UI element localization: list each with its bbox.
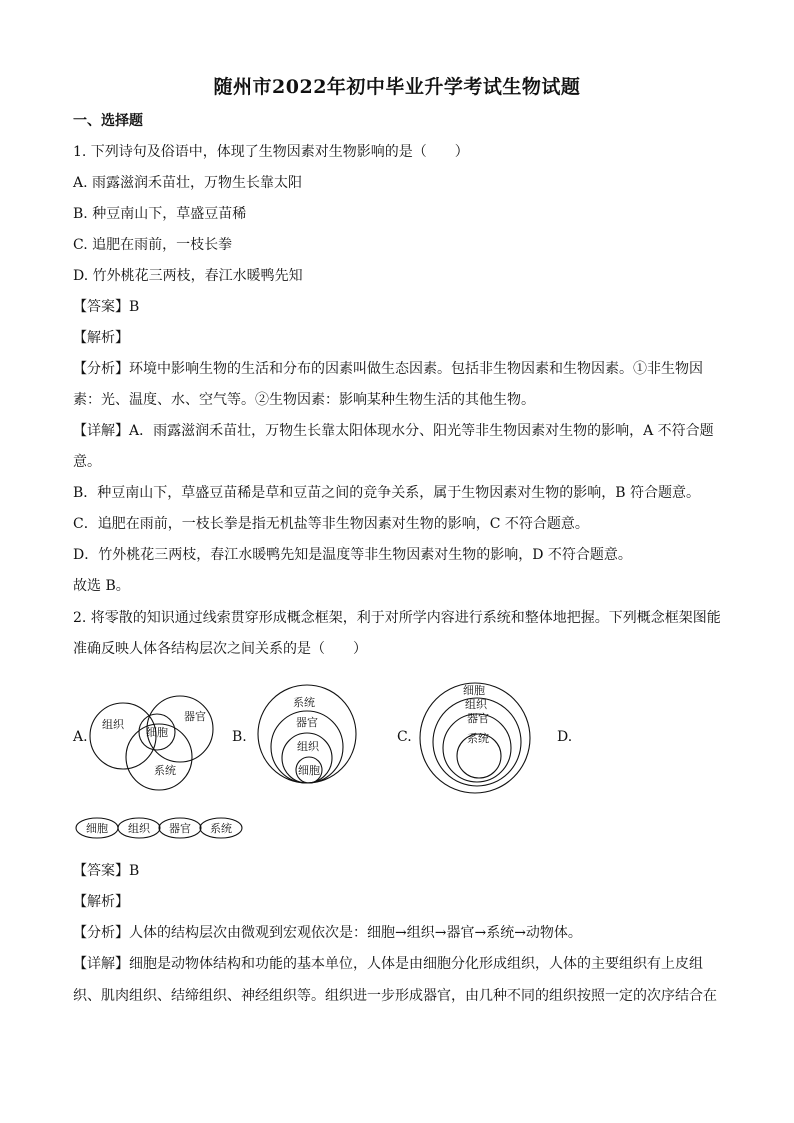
q1-option-d: D. 竹外桃花三两枝，春江水暖鸭先知 [73,268,303,284]
q2-detail-line1: 【详解】细胞是动物体结构和功能的基本单位，人体是由细胞分化形成组织，人体的主要组织有上皮组 [73,956,703,972]
q1-stem: 1. 下列诗句及俗语中，体现了生物因素对生物影响的是（ ） [73,144,469,160]
q2-option-b-label: B. [232,729,247,745]
q2-analysis: 【分析】人体的结构层次由微观到宏观依次是：细胞→组织→器官→系统→动物体。 [73,925,582,941]
q1-option-c: C. 追肥在雨前，一枝长拳 [73,237,233,253]
q1-detail-b: B．种豆南山下，草盛豆苗稀是草和豆苗之间的竞争关系，属于生物因素对生物的影响，B 符合题意。 [73,485,701,501]
row-cell-text: 细胞 [86,822,108,835]
q2-option-c-label: C. [397,729,412,745]
q1-detail-d: D．竹外桃花三两枝，春江水暖鸭先知是温度等非生物因素对生物的影响，D 不符合题意。 [73,547,632,563]
nest-b-cell-text: 细胞 [298,764,320,777]
venn-organ-text: 器官 [184,710,206,723]
q1-answer: 【答案】B [73,299,140,315]
q1-option-b: B. 种豆南山下，草盛豆苗稀 [73,206,247,222]
q2-answer: 【答案】B [73,863,140,879]
diagram-c [420,683,530,793]
q1-detail-line2: 意。 [73,454,101,470]
q1-jiexi: 【解析】 [73,330,129,346]
venn-system-text: 系统 [154,764,176,777]
q1-analysis-line2: 素：光、温度、水、空气等。②生物因素：影响某种生物生活的其他生物。 [73,392,535,408]
q2-option-a-label: A. [73,729,88,745]
q2-jiexi: 【解析】 [73,894,129,910]
nest-b-system-text: 系统 [293,696,315,709]
page-title: 随州市2022年初中毕业升学考试生物试题 [213,76,581,98]
q2-detail-line2: 织、肌肉组织、结缔组织、神经组织等。组织进一步形成器官，由几种不同的组织按照一定的次序结合在 [73,988,717,1004]
q1-detail-line1: 【详解】A．雨露滋润禾苗壮，万物生长靠太阳体现水分、阳光等非生物因素对生物的影响，A 不符合题 [73,423,714,439]
diagram-d [76,818,242,838]
diagram-a [90,696,213,790]
venn-cell-text: 细胞 [146,726,168,739]
q1-choose: 故选 B。 [73,578,130,594]
q2-stem-line1: 2. 将零散的知识通过线索贯穿形成概念框架，利于对所学内容进行系统和整体地把握。下列概念框架图能 [73,610,721,626]
row-tissue-text: 组织 [128,822,150,835]
q2-diagrams [0,670,794,850]
q1-analysis-line1: 【分析】环境中影响生物的生活和分布的因素叫做生态因素。包括非生物因素和生物因素。①非生物因 [73,361,703,377]
q1-detail-c: C．追肥在雨前，一枝长拳是指无机盐等非生物因素对生物的影响，C 不符合题意。 [73,516,589,532]
nest-c-system-text: 系统 [467,732,489,745]
nest-c-cell-text: 细胞 [463,684,485,697]
q2-option-d-label: D. [557,729,573,745]
nest-c-organ-text: 器官 [467,712,489,725]
nest-b-organ-text: 器官 [296,716,318,729]
q1-option-a: A. 雨露滋润禾苗壮，万物生长靠太阳 [73,175,303,191]
row-system-text: 系统 [210,822,232,835]
nest-c-tissue-text: 组织 [465,698,487,711]
row-organ-text: 器官 [169,822,191,835]
diagram-b [258,685,356,783]
section-heading: 一、选择题 [73,113,143,129]
q2-stem-line2: 准确反映人体各结构层次之间关系的是（ ） [73,641,367,657]
nest-b-tissue-text: 组织 [297,740,319,753]
venn-tissue-text: 组织 [102,718,124,731]
